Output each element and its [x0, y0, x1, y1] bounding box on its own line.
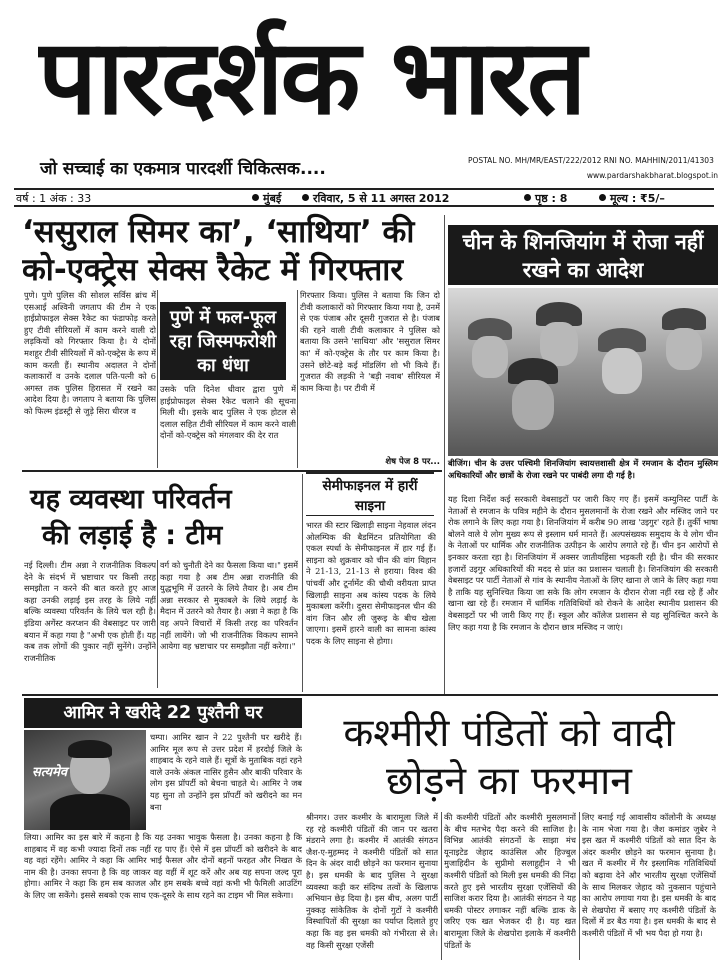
column-divider	[297, 290, 298, 468]
bullet-icon	[524, 194, 531, 201]
story1-inset-headline: पुणे में फल-फूल रहा जिस्मफरोशी का धंधा	[160, 302, 286, 380]
kashmir-headline-line1: कश्मीरी पंडितों को वादी	[343, 711, 675, 756]
masthead-tagline: जो सच्चाई का एकमात्र पारदर्शी चिकित्सक....	[40, 159, 326, 179]
postal-registration: POSTAL NO. MH/MR/EAST/222/2012 RNI NO. MAHHIN/2011/41303	[468, 156, 714, 165]
team-headline	[30, 482, 300, 554]
price: मूल्य : ₹5/–	[599, 191, 665, 206]
saina-body: भारत की स्टार खिलाड़ी साइना नेहवाल लंदन ओलम्पिक की बैडमिंटन प्रतियोगिता की एकल स्पर्धा के सेमीफाइनल में हार गई हैं। साइना को शुक्रवार को चीन की वांग यिहान ने 21-13, 21-13 से हराया। विश्व की पांचवीं और टूर्नामेंट की चौथी वरीयता प्राप्त खिलाड़ी साइना अब कांस्य पदक के लिये मुकाबला करेंगी। दुसरा सेमीफाइनल चीन की वांग जिन और ली जुरूइ के बीच खेला जाएगा। इसमें हारने वाली का सामना कांस्य पदक के लिए साइना से होगा।	[306, 520, 436, 646]
page-count: पृष्ठ : 8	[524, 191, 567, 206]
bullet-icon	[302, 194, 309, 201]
china-headline: चीन के शिनजियांग में रोजा नहीं रखने का आदेश	[448, 225, 718, 285]
column-divider	[441, 812, 442, 960]
aamir-headline: आमिर ने खरीदे 22 पुश्तैनी घर	[24, 698, 302, 728]
column-divider	[579, 812, 580, 960]
kashmir-column1: श्रीनगर। उत्तर कश्मीर के बारामूला जिले में रह रहे कश्मीरी पंडितों की जान पर खतरा मंडराने लगा है। कश्मीर में आतंकी संगठन जैश-ए-मुहम्मद ने कश्मीरी पंडितों को सात दिन के अंदर वादी छोड़ने का फरमान सुनाया है। इस धमकी के बाद पुलिस ने सुरक्षा व्यवस्था कड़ी कर संदिग्ध तत्वों के खिलाफ अभियान छेड़ दिया है। इस बीच, अलग पार्टी नुक्कड़ सांकेतिक के दोनों गुटों ने कश्मीरी विस्थापितों की सुरक्षा का पर्याप्त दिलाते हुए कहा कि वह इस धमकी को गंभीरता से ले। वह किसी सुरक्षा एजेंसी	[306, 812, 438, 950]
issue-number: वर्ष : 1 अंक : 33	[16, 192, 92, 205]
aamir-column-right: चम्पा। आमिर खान ने 22 पुश्तैनी घर खरीदे हैं। आमिर मूल रूप से उत्तर प्रदेश में हरदोई जिले के शाहबाद के रहने वाले हैं। सूत्रों के मुताबिक वहां रहने वाले उनके अंकल नासिर हुसैन और बाकी परिवार के लोग इस प्रॉपर्टी को बेचना चाहते थे। आमिर ने जब यह सुना तो उन्होंने इस प्रॉपर्टी को खरीदने का मन बना	[150, 732, 302, 812]
story1-column1: पुणे। पुणे पुलिस की सोशल सर्विस ब्रांच में एसआई अश्विनी जगताप की टीम ने एक हाईप्रोफाइल सेक्स रैकेट का फंडाफोड़ करते हुए टीवी सीरियलों में काम करने वाली दो लड़कियों को गिरफ्तार किया है। ये दोनों मशहूर टीवी सीरियलों में को-एक्ट्रेस के रूप में काम करती हैं। स्थानीय अदालत ने दोनों कलाकारों व उनके दलाल पति-पत्नी को 6 अगस्त तक पुलिस हिरासत में रखने का आदेश दिया है। जगताप ने बताया कि पुलिस को फिल्म इंडस्ट्री से जुड़े सिरा धीरज व	[24, 290, 156, 416]
issue-date: रविवार, 5 से 11 अगस्त 2012	[302, 191, 449, 206]
story1-continued[interactable]: शेष पेज 8 पर...	[385, 457, 440, 467]
kashmir-headline-line2: छोड़ने का फरमान	[386, 759, 632, 804]
china-photo	[448, 288, 718, 456]
kashmir-headline	[304, 710, 714, 806]
website-link[interactable]: www.pardarshakbharat.blogspot.in	[586, 171, 718, 180]
kashmir-column3: लिए बनाई गई आवासीय कॉलोनी के अध्यक्ष के नाम भेजा गया है। जैश कमांडर जुबेर ने इस खत में कश्मीरी पंडितों को सात दिन के अंदर कश्मीर छोड़ने का फरमान सुनाया है। खत में कश्मीर में गैर इस्लामिक गतिविधियों को बढ़ावा देने और भारतीय सुरक्षा एजेंसियों के साथ मिलकर जेहाद को नुकसान पहुंचाने का आरोप लगाया गया है। इस धमकी के बाद से शेखपोरा में बसाए गए कश्मीरी पंडितों के दिलों में डर बैठ गया है। इस धमकी के बाद से कश्मीरी पंडितों में भी भय पैदा हो गया है।	[582, 812, 716, 938]
column-divider	[157, 560, 158, 688]
bullet-icon	[599, 194, 606, 201]
team-column1: नई दिल्ली। टीम अन्ना ने राजनीतिक विकल्प देने के संदर्भ में भ्रष्टाचार पर किसी तरह समझौता न करने की बात करते हुए आज कहा उनकी लड़ाई इस तरह के लिये नहीं बल्कि व्यवस्था परिवर्तन के लिये चल रही है। इंडिया अगेंस्ट करप्शन की वेबसाइट पर जारी बयान में कहा गया है "अभी एक होती हैं। यह कब तक लोगों की पुकार नहीं सुनेंगे। उन्होंने राजनीतिक	[24, 560, 156, 663]
team-headline-line2: की लड़ाई है : टीम	[42, 520, 223, 551]
china-body: यह दिशा निर्देश कई सरकारी वेबसाइटों पर जारी किए गए हैं। इसमें कम्युनिस्ट पार्टी के नेताओं से रमजान के पवित्र महीने के दौरान मुसलमानों के रोजा रखने और मस्जिद जाने पर रोक लगाने के लिए कहा गया है। शिनजियांग में करीब 90 लाख 'उइगुर' रहते हैं। तुर्की भाषा बोलने वाले ये लोग मुख्य रूप से इस्लाम धर्म मानते हैं। अल्पसंख्यक समुदाय के ये लोग चीन के नेताओं पर धार्मिक और राजनीतिक उत्पीड़न के आरोप लगाते रहे हैं। चीन इन आरोपों से इनकार करता रहा है। शिनजियांग में अक्सर जातीयहिंसा भड़कती रही है। चीन की सरकार हजारों उइगुर अधिकारियों की मदद से प्रांत का प्रशासन चलाती है। शिनजियांग की सरकारी वेबसाइट पर पार्टी नेताओं से गांव के स्थानीय नेताओं के लिए खाना ले जाने के लिए कहा गया है ताकि यह सुनिश्चित किया जा सके कि लोग रमजान के दौरान रोजा नहीं रख रहे हैं और खाना खा रहे हैं। रमजान में धार्मिक गतिविधियों को रोकने के आदेश स्थानीय प्रशासन की वेबसाइटों पर भी जारी किए गए हैं। स्कूल और कॉलेज प्रशासन से यह सुनिश्चित करने के लिए कहा गया है कि रमजान के दौरान छात्र मस्जिद न जाएं।	[448, 494, 718, 632]
china-photo-caption: बीजिंग। चीन के उत्तर पश्चिमी शिनजियांग स्वायत्तशासी क्षेत्र में रमजान के दौरान मुस्लिम अधिकारियों और छात्रों के रोजा रखने पर पाबंदी लगा दी गई है।	[448, 458, 718, 480]
city-label: मुंबई	[252, 191, 281, 206]
saina-headline: सेमीफाइनल में हारीं साइना	[306, 472, 434, 516]
story1-column2: उसके पति दिनेश धीवार द्वारा पुणे में हाईप्रोफाइल सेक्स रैकेट चलाने की सूचना मिली थी। इसके बाद पुलिस ने एक होटल से दलाल सहित टीवी सीरियल में काम करने वाली दोनों को-एक्ट्रेस को मंगलवार की देर रात	[160, 384, 296, 441]
column-divider	[157, 290, 158, 468]
aamir-column-bottom: लिया। आमिर का इस बारे में कहना है कि यह उनका भावुक फैसला है। उनका कहना है कि शाहबाद में वह कभी ज्यादा दिनों तक नहीं रह पाए हैं। ऐसे में इस प्रॉपर्टी को खरीदने के बाद वह वहां रहेंगे। आमिर ने कहा कि आमिर भाई फैसल और दोनों बहनों फरहत और निखत के नाम की है। उनका सपना है कि वह जाकर वह वहीं में शूट करें और अब यह सपना जल्द पूरा होगा। आमिर ने कहा कि हम सब काजल और हम सबके बच्चे वहां कभी भी फैमिली आउटिंग के लिए जा सकेंगे। इससे सबको एक साथ एक-दूसरे के साथ रहने का टाइम भी मिल सकेगा।	[24, 832, 302, 900]
aamir-photo	[24, 730, 146, 830]
masthead-title: पारदर्शक भारत	[38, 16, 584, 138]
story1-column3: गिरफ्तार किया। पुलिस ने बताया कि जिन दो टीवी कलाकारों को गिरफ्तार किया गया है, उनमें से एक पंजाब और दूसरी गुजरात से है। पंजाब की रहने वाली टीवी कलाकार ने पुलिस को बताया कि उसने 'साथिया' और 'ससुराल सिमर का' में को-एक्ट्रेस के तौर पर काम किया है। उसने छोटे-बड़े कई मॉडलिंग शो भी किये हैं। गुजरात की लड़की ने 'बड़ी नवाब' सीरियल में काम किया है। पर टीवी में	[300, 290, 440, 393]
section-divider	[22, 694, 718, 696]
column-divider	[444, 215, 445, 695]
team-headline-line1: यह व्यवस्था परिवर्तन	[30, 484, 232, 515]
bullet-icon	[252, 194, 259, 201]
story1-headline-line2: को-एक्ट्रेस सेक्स रैकेट में गिरफ्तार	[22, 252, 404, 288]
photo-logo-text: सत्यमेव	[32, 765, 68, 780]
column-divider	[302, 474, 303, 692]
story1-headline-line1: ‘ससुराल सिमर का’, ‘साथिया’ की	[22, 214, 415, 250]
team-column2: वर्ग को चुनौती देने का फैसला किया था।" इसमें कहा गया है अब टीम अन्ना राजनीति की युद्धभूमि में उतरने के लिये तैयार है। अब टीम अन्ना सरकार से मुकाबले के लिये लड़ाई के मैदान में उतरने को तैयार है। अन्ना ने कहा है कि वह अपने विचारों में किसी तरह का परिवर्तन नहीं लायेंगे। जो भी राजनीतिक विकल्प सामने आयेगा वह भ्रष्टाचार पर समझौता नहीं करेगा।"	[160, 560, 298, 652]
story1-headline	[22, 213, 442, 289]
issue-info-bar	[14, 188, 714, 207]
kashmir-column2: की कश्मीरी पंडितों और कश्मीरी मुसलमानों के बीच मतभेद पैदा करने की साजिश है। विभिन्न आतंकी संगठनों के साझा मंच यूनाइटेड जेहाद काउंसिल और हिज्बुल मुजाहिदीन के सुप्रीमो सलाहुद्दीन ने भी कश्मीरी पंडितों को मिली इस धमकी की निंदा करते हुए इसे भारतीय सुरक्षा एजेंसियों की साजिश करार दिया है। आतंकी संगठन ने यह धमकी पोस्टर लगाकर नहीं बल्कि डाक के जरिए एक खत भेजकर दी है। यह खत बारामूला जिले के शेखपोरा इलाके में कश्मीरी पंडितों के	[444, 812, 576, 950]
